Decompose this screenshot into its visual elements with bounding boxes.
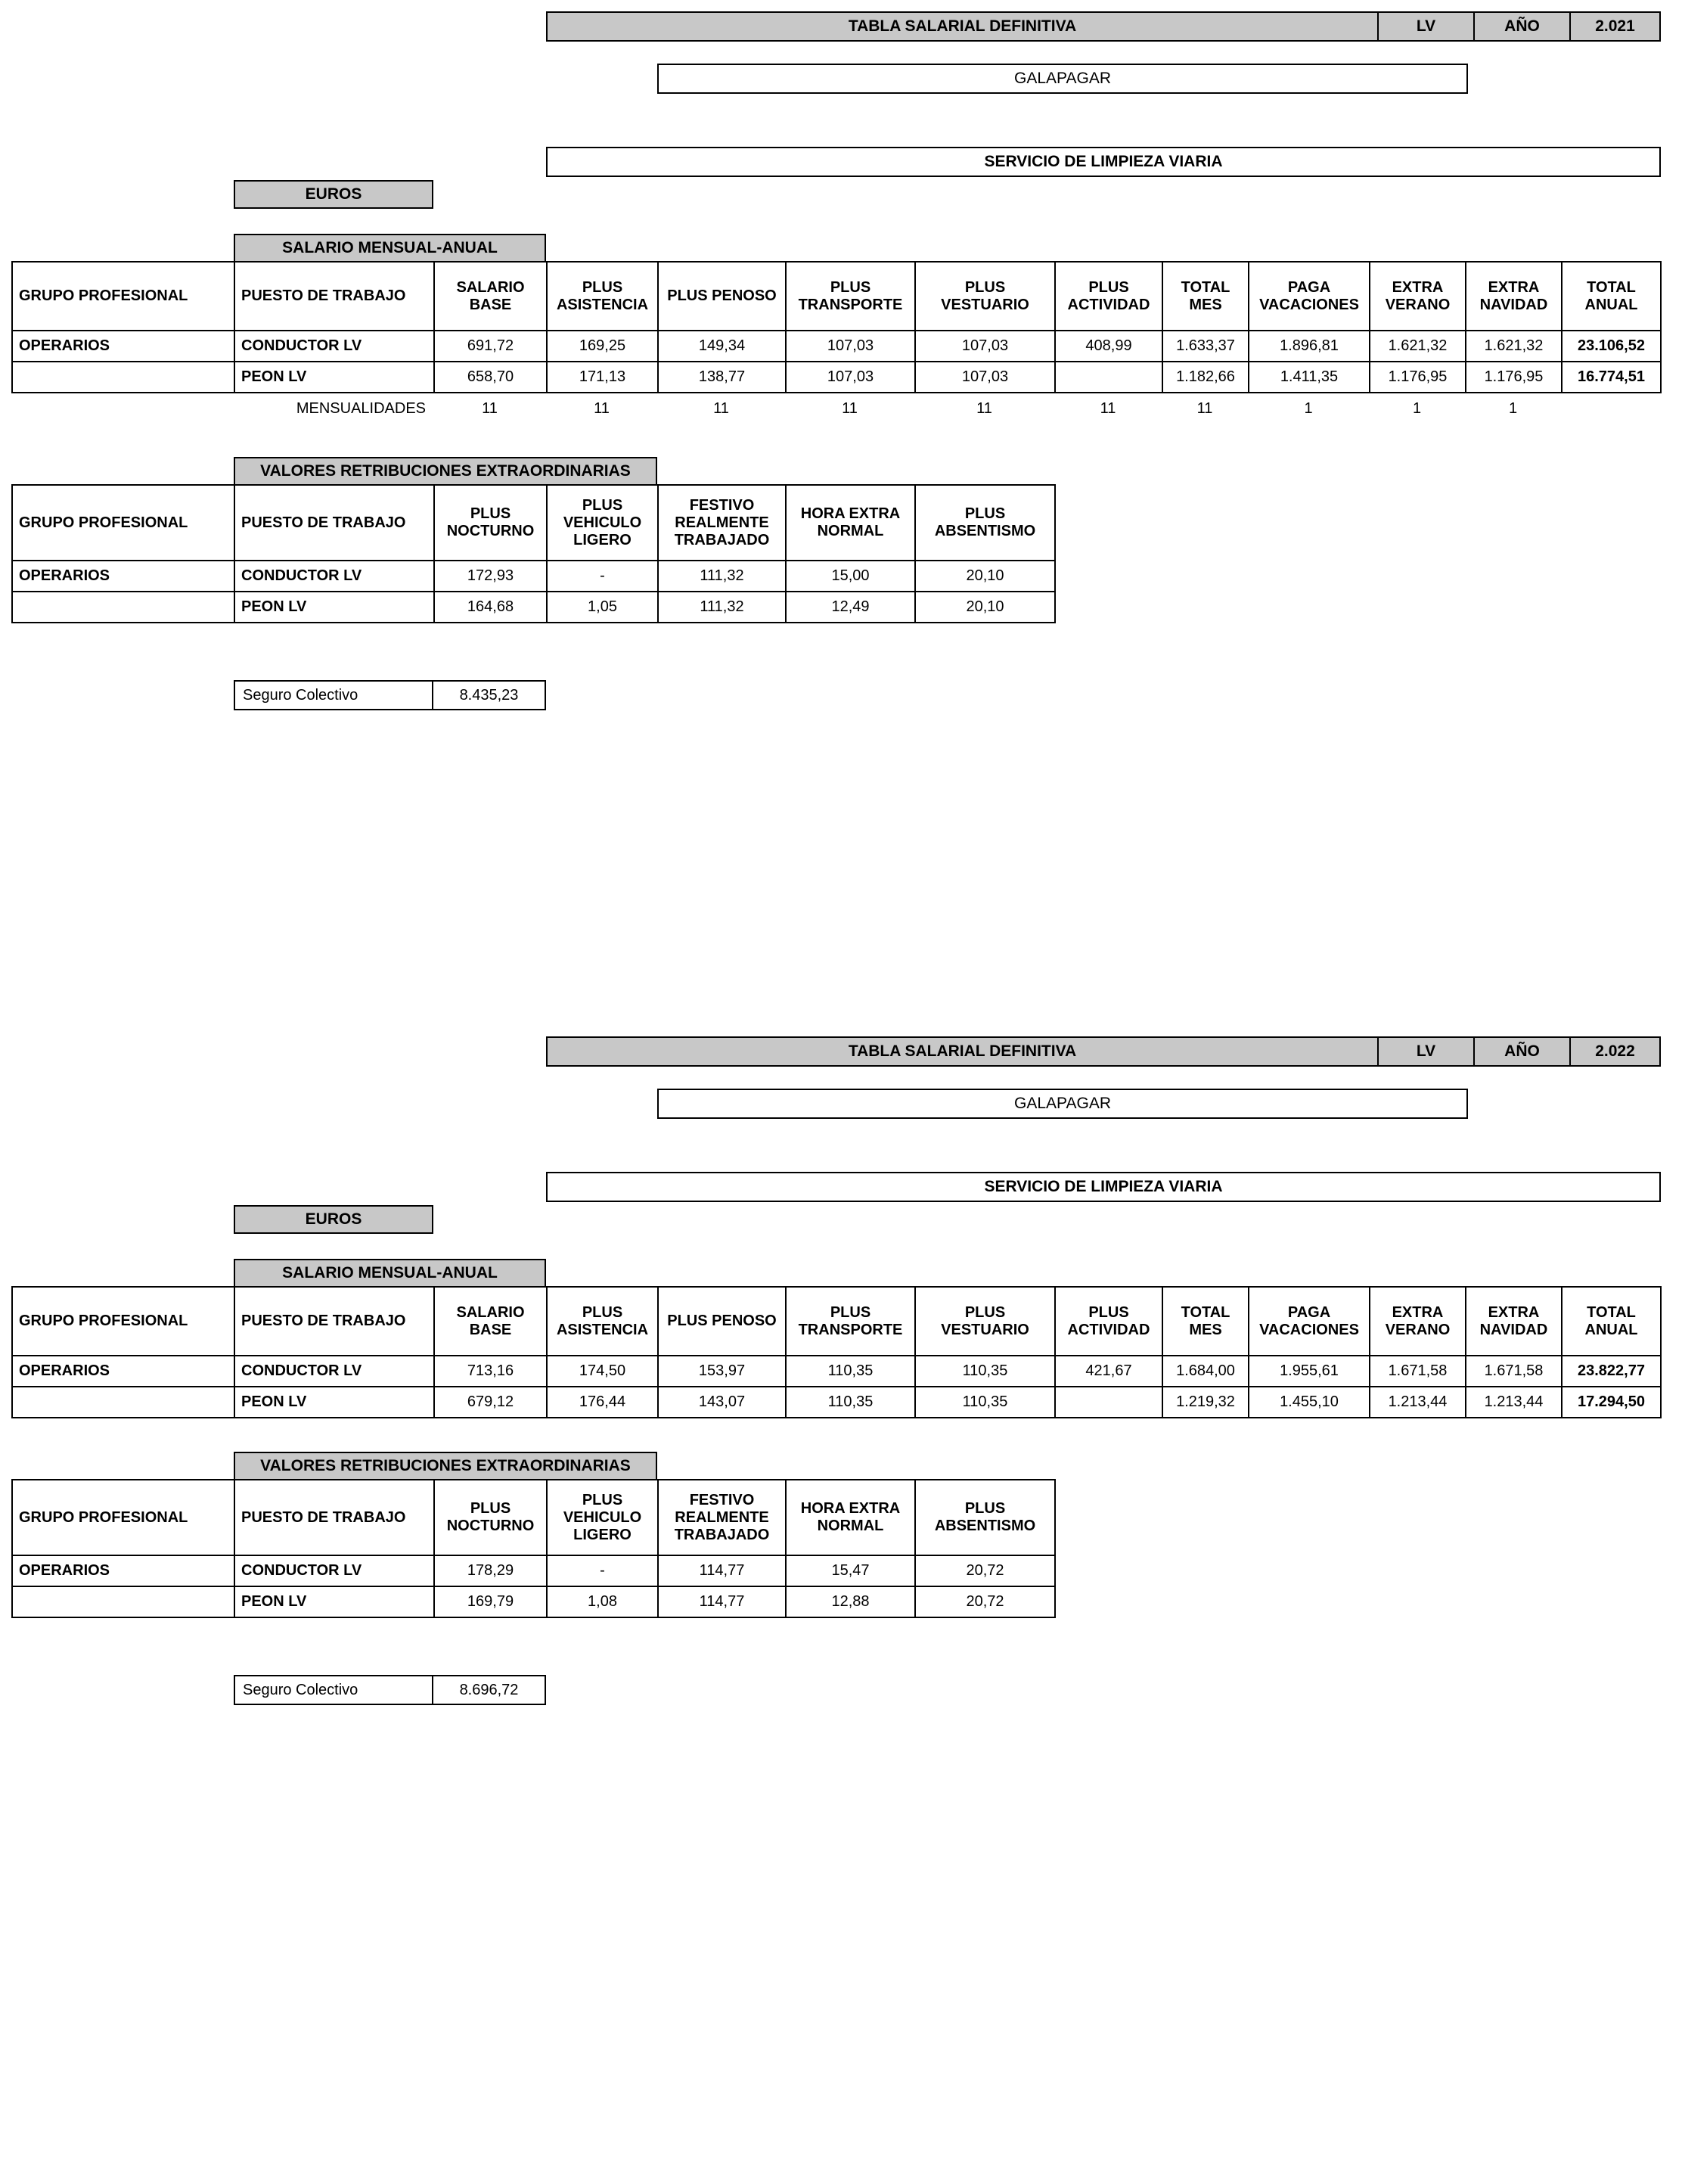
mensualidades-value: 11 [713, 399, 729, 417]
column-header: GRUPO PROFESIONAL [12, 485, 234, 561]
table-cell: 149,34 [658, 331, 786, 362]
column-header: TOTAL ANUAL [1562, 262, 1661, 331]
table-cell: 691,72 [434, 331, 547, 362]
table-cell: PEON LV [234, 1387, 434, 1418]
column-header: HORA EXTRA NORMAL [786, 1480, 915, 1555]
report-header-bar [546, 1036, 1661, 1067]
column-header: PLUS PENOSO [658, 262, 786, 331]
extras-table-title: VALORES RETRIBUCIONES EXTRAORDINARIAS [234, 457, 657, 486]
table-cell: 1.955,61 [1249, 1356, 1370, 1387]
table-cell [12, 362, 234, 393]
mensualidades-value: 11 [594, 399, 610, 417]
table-cell: 110,35 [786, 1356, 915, 1387]
table-cell: 1.684,00 [1162, 1356, 1249, 1387]
table-cell [1055, 362, 1162, 393]
table-cell: 174,50 [547, 1356, 658, 1387]
column-header: GRUPO PROFESIONAL [12, 262, 234, 331]
table-cell [12, 1387, 234, 1418]
table-cell: 107,03 [915, 362, 1055, 393]
insurance-value: 8.696,72 [433, 1675, 546, 1705]
column-header: PUESTO DE TRABAJO [234, 1287, 434, 1356]
table-cell: CONDUCTOR LV [234, 1356, 434, 1387]
table-cell: 1.671,58 [1370, 1356, 1466, 1387]
table-cell: PEON LV [234, 1586, 434, 1617]
municipality-box: GALAPAGAR [657, 64, 1468, 94]
salary-table-title: SALARIO MENSUAL-ANUAL [234, 1259, 546, 1288]
table-cell: 164,68 [434, 592, 547, 623]
column-header: TOTAL MES [1162, 1287, 1249, 1356]
column-header: PUESTO DE TRABAJO [234, 485, 434, 561]
table-cell: 107,03 [915, 331, 1055, 362]
table-cell: 138,77 [658, 362, 786, 393]
table-row [12, 1586, 1055, 1617]
insurance-row [234, 1675, 1682, 1705]
table-cell: 15,00 [786, 561, 915, 592]
column-header: PAGA VACACIONES [1249, 1287, 1370, 1356]
table-cell: CONDUCTOR LV [234, 1555, 434, 1586]
column-header: PLUS ACTIVIDAD [1055, 262, 1162, 331]
salary-table [11, 261, 1662, 393]
table-cell: 1.176,95 [1466, 362, 1562, 393]
table-cell: 1.455,10 [1249, 1387, 1370, 1418]
salary-table-title: SALARIO MENSUAL-ANUAL [234, 234, 546, 263]
extras-table-title: VALORES RETRIBUCIONES EXTRAORDINARIAS [234, 1452, 657, 1480]
table-cell: 169,79 [434, 1586, 547, 1617]
column-header: PLUS NOCTURNO [434, 1480, 547, 1555]
table-cell: 20,72 [915, 1555, 1055, 1586]
column-header: PLUS VESTUARIO [915, 262, 1055, 331]
table-cell: 110,35 [915, 1387, 1055, 1418]
column-header: PLUS ASISTENCIA [547, 262, 658, 331]
column-header: GRUPO PROFESIONAL [12, 1480, 234, 1555]
insurance-row [234, 680, 1682, 710]
table-cell: 107,03 [786, 362, 915, 393]
table-cell: 20,10 [915, 592, 1055, 623]
table-cell: 114,77 [658, 1555, 786, 1586]
column-header: PLUS VESTUARIO [915, 1287, 1055, 1356]
table-row [12, 561, 1055, 592]
column-header: HORA EXTRA NORMAL [786, 485, 915, 561]
column-header: EXTRA VERANO [1370, 262, 1466, 331]
table-cell: 172,93 [434, 561, 547, 592]
table-cell: 176,44 [547, 1387, 658, 1418]
table-row [12, 1387, 1661, 1418]
column-header: FESTIVO REALMENTE TRABAJADO [658, 485, 786, 561]
table-cell: 107,03 [786, 331, 915, 362]
column-header: PLUS TRANSPORTE [786, 262, 915, 331]
table-cell: 1.621,32 [1370, 331, 1466, 362]
mensualidades-value: 11 [1196, 399, 1213, 417]
table-cell: 1.896,81 [1249, 331, 1370, 362]
insurance-label: Seguro Colectivo [234, 680, 433, 710]
table-row [12, 1555, 1055, 1586]
table-cell: 1.671,58 [1466, 1356, 1562, 1387]
report-title: TABLA SALARIAL DEFINITIVA [546, 1036, 1379, 1067]
table-cell: 713,16 [434, 1356, 547, 1387]
table-cell: 421,67 [1055, 1356, 1162, 1387]
mensualidades-value: 1 [1412, 399, 1422, 417]
table-cell: PEON LV [234, 362, 434, 393]
column-header: PUESTO DE TRABAJO [234, 1480, 434, 1555]
column-header: PLUS ABSENTISMO [915, 485, 1055, 561]
column-header: PLUS PENOSO [658, 1287, 786, 1356]
column-header: FESTIVO REALMENTE TRABAJADO [658, 1480, 786, 1555]
table-cell: 23.106,52 [1562, 331, 1661, 362]
column-header: TOTAL MES [1162, 262, 1249, 331]
table-row [12, 362, 1661, 393]
table-cell: OPERARIOS [12, 1356, 234, 1387]
column-header: PAGA VACACIONES [1249, 262, 1370, 331]
column-header: PLUS TRANSPORTE [786, 1287, 915, 1356]
year-label: AÑO [1475, 1036, 1571, 1067]
table-cell: CONDUCTOR LV [234, 561, 434, 592]
table-cell [12, 1586, 234, 1617]
table-row [12, 592, 1055, 623]
table-row [12, 331, 1661, 362]
mensualidades-row [11, 393, 1682, 424]
mensualidades-value: 11 [482, 399, 498, 417]
service-code: LV [1379, 1036, 1475, 1067]
table-cell: 1.213,44 [1466, 1387, 1562, 1418]
salary-section-2022 [0, 1036, 1682, 1705]
currency-label: EUROS [234, 180, 433, 209]
mensualidades-value: 1 [1304, 399, 1313, 417]
year-value: 2.021 [1571, 11, 1661, 42]
table-cell: 408,99 [1055, 331, 1162, 362]
table-cell: OPERARIOS [12, 561, 234, 592]
table-cell: - [547, 561, 658, 592]
column-header: PLUS ASISTENCIA [547, 1287, 658, 1356]
column-header: PLUS ACTIVIDAD [1055, 1287, 1162, 1356]
table-cell: 658,70 [434, 362, 547, 393]
table-cell: 20,72 [915, 1586, 1055, 1617]
column-header: PLUS NOCTURNO [434, 485, 547, 561]
table-cell: OPERARIOS [12, 1555, 234, 1586]
table-cell: 1,05 [547, 592, 658, 623]
table-cell: 1.176,95 [1370, 362, 1466, 393]
mensualidades-value: 11 [976, 399, 992, 417]
insurance-label: Seguro Colectivo [234, 1675, 433, 1705]
currency-label: EUROS [234, 1205, 433, 1234]
column-header: SALARIO BASE [434, 1287, 547, 1356]
mensualidades-value: 11 [1100, 399, 1116, 417]
table-cell: 111,32 [658, 592, 786, 623]
mensualidades-value: 11 [842, 399, 858, 417]
salary-section-2021 [0, 11, 1682, 710]
table-cell: 153,97 [658, 1356, 786, 1387]
table-cell: 169,25 [547, 331, 658, 362]
table-cell: - [547, 1555, 658, 1586]
column-header: EXTRA NAVIDAD [1466, 1287, 1562, 1356]
mensualidades-label: MENSUALIDADES [296, 399, 426, 417]
table-cell: 17.294,50 [1562, 1387, 1661, 1418]
column-header: GRUPO PROFESIONAL [12, 1287, 234, 1356]
column-header: PLUS VEHICULO LIGERO [547, 485, 658, 561]
table-cell: OPERARIOS [12, 331, 234, 362]
table-cell: 143,07 [658, 1387, 786, 1418]
salary-table [11, 1286, 1662, 1418]
table-cell: 1.621,32 [1466, 331, 1562, 362]
table-cell [1055, 1387, 1162, 1418]
table-cell: 1,08 [547, 1586, 658, 1617]
extras-table [11, 484, 1056, 623]
report-title: TABLA SALARIAL DEFINITIVA [546, 11, 1379, 42]
table-cell: 20,10 [915, 561, 1055, 592]
table-cell: 114,77 [658, 1586, 786, 1617]
column-header: SALARIO BASE [434, 262, 547, 331]
mensualidades-value: 1 [1508, 399, 1518, 417]
table-cell: CONDUCTOR LV [234, 331, 434, 362]
table-cell: 110,35 [915, 1356, 1055, 1387]
table-cell: 171,13 [547, 362, 658, 393]
table-cell: 16.774,51 [1562, 362, 1661, 393]
table-cell: 110,35 [786, 1387, 915, 1418]
table-cell: 1.219,32 [1162, 1387, 1249, 1418]
year-value: 2.022 [1571, 1036, 1661, 1067]
table-cell: 1.411,35 [1249, 362, 1370, 393]
table-cell: PEON LV [234, 592, 434, 623]
service-title: SERVICIO DE LIMPIEZA VIARIA [546, 1172, 1661, 1202]
column-header: PLUS VEHICULO LIGERO [547, 1480, 658, 1555]
table-cell: 1.182,66 [1162, 362, 1249, 393]
table-cell: 12,49 [786, 592, 915, 623]
table-cell [12, 592, 234, 623]
table-cell: 15,47 [786, 1555, 915, 1586]
column-header: TOTAL ANUAL [1562, 1287, 1661, 1356]
column-header: PUESTO DE TRABAJO [234, 262, 434, 331]
extras-table [11, 1479, 1056, 1618]
column-header: PLUS ABSENTISMO [915, 1480, 1055, 1555]
table-cell: 679,12 [434, 1387, 547, 1418]
table-cell: 1.213,44 [1370, 1387, 1466, 1418]
table-row [12, 1356, 1661, 1387]
table-cell: 23.822,77 [1562, 1356, 1661, 1387]
service-title: SERVICIO DE LIMPIEZA VIARIA [546, 147, 1661, 177]
municipality-box: GALAPAGAR [657, 1089, 1468, 1119]
service-code: LV [1379, 11, 1475, 42]
column-header: EXTRA NAVIDAD [1466, 262, 1562, 331]
table-cell: 12,88 [786, 1586, 915, 1617]
table-cell: 178,29 [434, 1555, 547, 1586]
table-cell: 111,32 [658, 561, 786, 592]
year-label: AÑO [1475, 11, 1571, 42]
column-header: EXTRA VERANO [1370, 1287, 1466, 1356]
insurance-value: 8.435,23 [433, 680, 546, 710]
report-header-bar [546, 11, 1661, 42]
page [0, 11, 1682, 2184]
table-cell: 1.633,37 [1162, 331, 1249, 362]
